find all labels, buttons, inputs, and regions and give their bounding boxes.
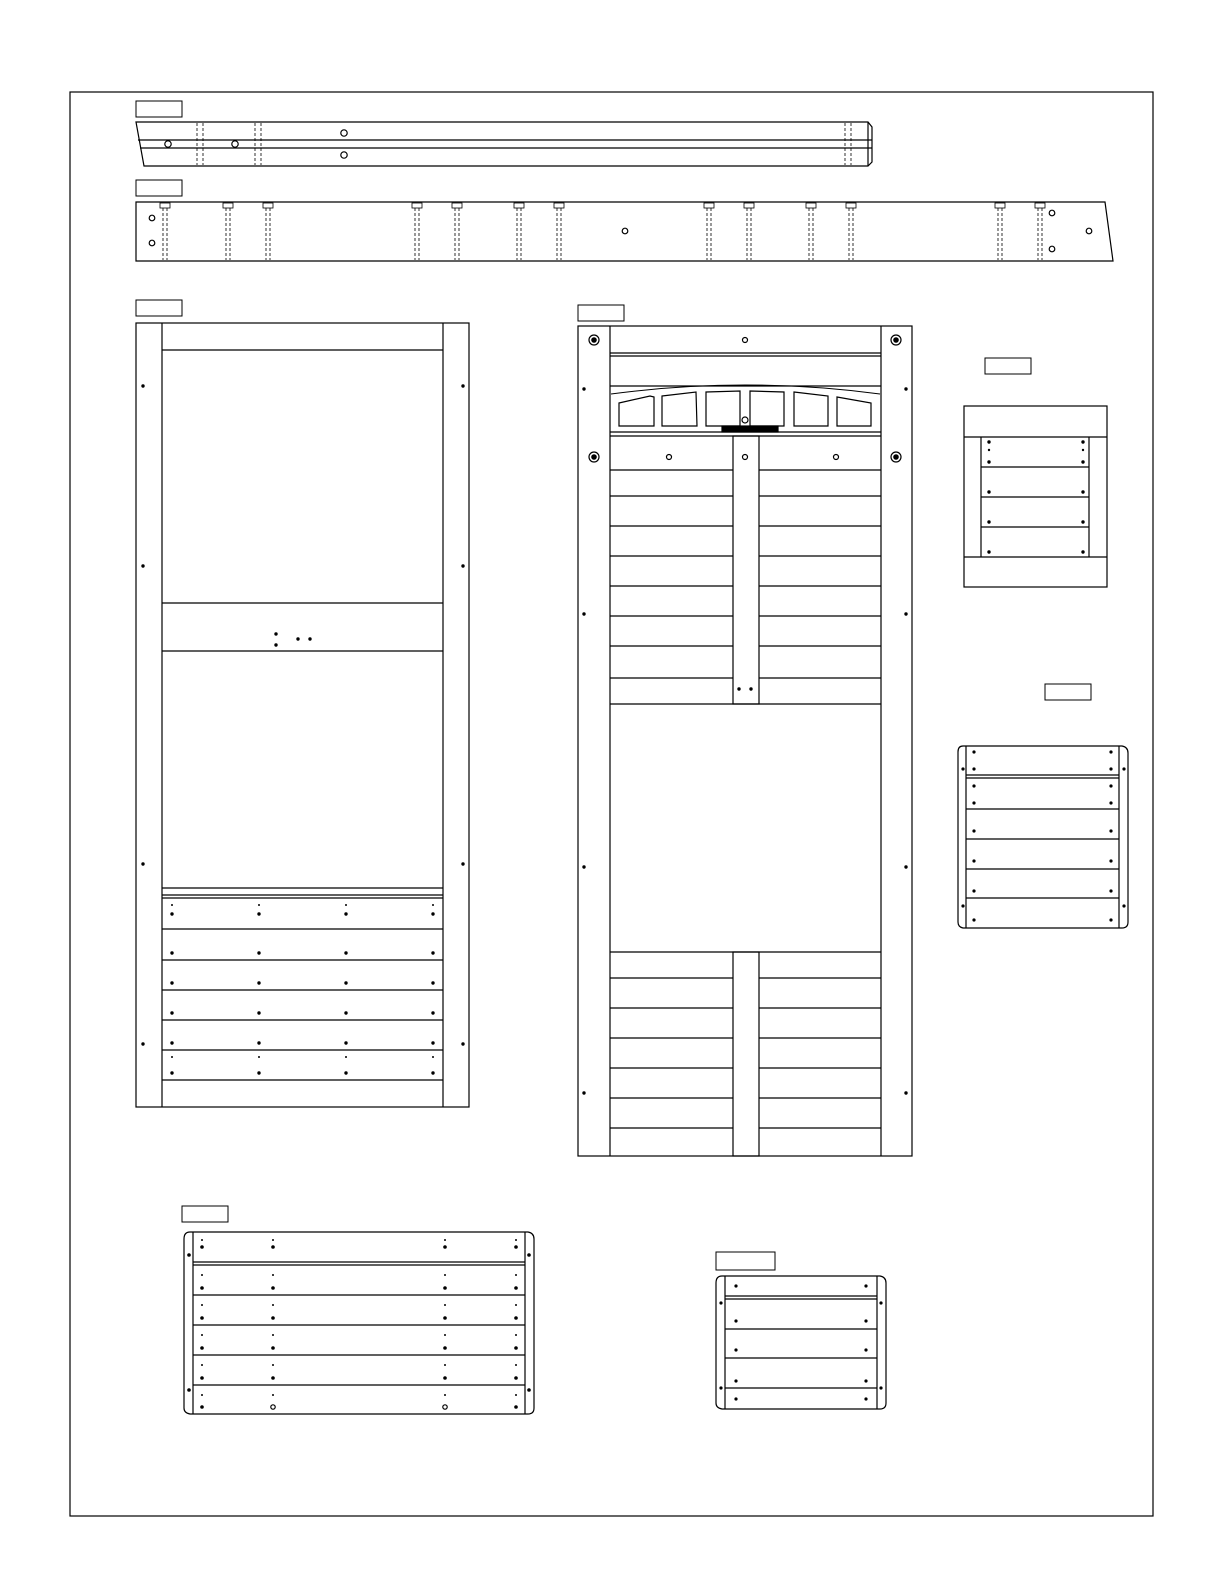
screw-dot	[272, 1274, 274, 1276]
screw-dot	[271, 1316, 275, 1320]
screw-dot	[514, 1316, 518, 1320]
screw-dot	[201, 1304, 203, 1306]
rail-bolt-head	[223, 203, 233, 208]
screw-dot	[515, 1239, 517, 1241]
rail-screw-group	[160, 203, 1045, 260]
screw-dot	[170, 1041, 173, 1044]
screw-dot	[257, 1041, 260, 1044]
screw-dot	[257, 1071, 260, 1074]
bottom-rail-part	[136, 202, 1113, 261]
rail-bolt-head	[263, 203, 273, 208]
rail-bolt-head	[704, 203, 714, 208]
screw-dot	[432, 904, 434, 906]
screw-dot	[187, 1388, 191, 1392]
screw-dot	[201, 1334, 203, 1336]
label-box-back-panel	[136, 300, 182, 316]
screw-dot	[200, 1376, 204, 1380]
screw-dot	[344, 912, 347, 915]
screw-dot	[271, 1245, 275, 1249]
screw-dot	[271, 1376, 275, 1380]
screw-dot	[514, 1405, 518, 1409]
screw-dot	[170, 981, 173, 984]
seat-panel-part	[184, 1232, 534, 1414]
top-rail-part	[136, 122, 872, 166]
screw-dot	[257, 951, 260, 954]
screw-dot	[344, 951, 347, 954]
screw-dot	[170, 1011, 173, 1014]
label-box-small-box	[985, 358, 1031, 374]
screw-dot	[443, 1316, 447, 1320]
label-box-side-panel	[1045, 684, 1091, 700]
screw-dot	[344, 1011, 347, 1014]
screw-dot	[171, 904, 173, 906]
screw-dot	[258, 904, 260, 906]
screw-dot	[272, 1304, 274, 1306]
screw-dot	[170, 1071, 173, 1074]
screw-dot	[272, 1334, 274, 1336]
small-box-part	[964, 406, 1107, 587]
screw-dot	[200, 1346, 204, 1350]
screw-dot	[170, 951, 173, 954]
screw-dot	[527, 1388, 531, 1392]
screw-dot	[257, 912, 260, 915]
label-box-front-panel	[578, 305, 624, 321]
screw-dot	[431, 1041, 434, 1044]
screw-dot	[200, 1405, 204, 1409]
screw-dot	[170, 912, 173, 915]
screw-dot	[443, 1346, 447, 1350]
back-panel-screws	[170, 904, 434, 1075]
screw-dot	[515, 1364, 517, 1366]
screw-dot	[514, 1245, 518, 1249]
screw-dot	[272, 1394, 274, 1396]
rail-bolt-head	[160, 203, 170, 208]
screw-dot	[271, 1346, 275, 1350]
screw-dot	[444, 1364, 446, 1366]
screw-dot	[514, 1376, 518, 1380]
rail-bolt-head	[995, 203, 1005, 208]
label-box-small-panel	[716, 1252, 775, 1270]
back-panel-part	[136, 323, 469, 1107]
front-panel-part	[578, 326, 912, 1156]
screw-dot	[515, 1274, 517, 1276]
side-panel-part	[958, 746, 1128, 928]
screw-dot	[257, 1011, 260, 1014]
screw-dot	[431, 1011, 434, 1014]
screw-dot	[431, 912, 434, 915]
screw-dot	[515, 1304, 517, 1306]
front-lower-slats	[610, 978, 881, 1128]
screw-dot	[257, 981, 260, 984]
rail-bolt-head	[744, 203, 754, 208]
screw-dot	[515, 1394, 517, 1396]
screw-dot	[514, 1346, 518, 1350]
screw-dot	[200, 1316, 204, 1320]
screw-dot	[201, 1239, 203, 1241]
screw-dot	[344, 1071, 347, 1074]
part-label-boxes	[136, 101, 1091, 1270]
screw-dot	[444, 1274, 446, 1276]
screw-dot	[201, 1394, 203, 1396]
small-panel-part	[716, 1276, 886, 1409]
screw-dot	[272, 1364, 274, 1366]
rail-bolt-head	[452, 203, 462, 208]
screw-dot	[515, 1334, 517, 1336]
screw-dot	[345, 904, 347, 906]
screw-dot	[432, 1056, 434, 1058]
screw-dot	[443, 1286, 447, 1290]
screw-dot	[444, 1239, 446, 1241]
front-upper-slats	[610, 470, 881, 678]
screw-dot	[171, 1056, 173, 1058]
screw-dot	[344, 981, 347, 984]
screw-dot	[431, 981, 434, 984]
screw-dot	[271, 1286, 275, 1290]
drawing-border	[70, 92, 1153, 1516]
screw-dot	[345, 1056, 347, 1058]
rail-bolt-head	[846, 203, 856, 208]
screw-dot	[187, 1253, 191, 1257]
screw-dot	[200, 1245, 204, 1249]
label-box-bottom-rail	[136, 180, 182, 196]
screw-dot	[443, 1245, 447, 1249]
rail-bolt-head	[806, 203, 816, 208]
screw-dot	[444, 1304, 446, 1306]
rail-bolt-head	[514, 203, 524, 208]
rail-bolt-head	[554, 203, 564, 208]
screw-dot	[431, 1071, 434, 1074]
screw-dot	[272, 1239, 274, 1241]
rail-bolt-head	[412, 203, 422, 208]
screw-dot	[344, 1041, 347, 1044]
screw-dot	[514, 1286, 518, 1290]
screw-dot	[443, 1376, 447, 1380]
screw-dot	[258, 1056, 260, 1058]
screw-dot	[444, 1394, 446, 1396]
front-panel-bolts	[589, 335, 901, 462]
screw-dot	[444, 1334, 446, 1336]
screw-dot	[201, 1274, 203, 1276]
screw-dot	[527, 1253, 531, 1257]
rail-bolt-head	[1035, 203, 1045, 208]
label-box-top-rail	[136, 101, 182, 117]
screw-dot	[431, 951, 434, 954]
front-panel-windows	[619, 391, 871, 426]
label-box-seat-panel	[182, 1206, 228, 1222]
screw-dot	[201, 1364, 203, 1366]
screw-dot	[200, 1286, 204, 1290]
